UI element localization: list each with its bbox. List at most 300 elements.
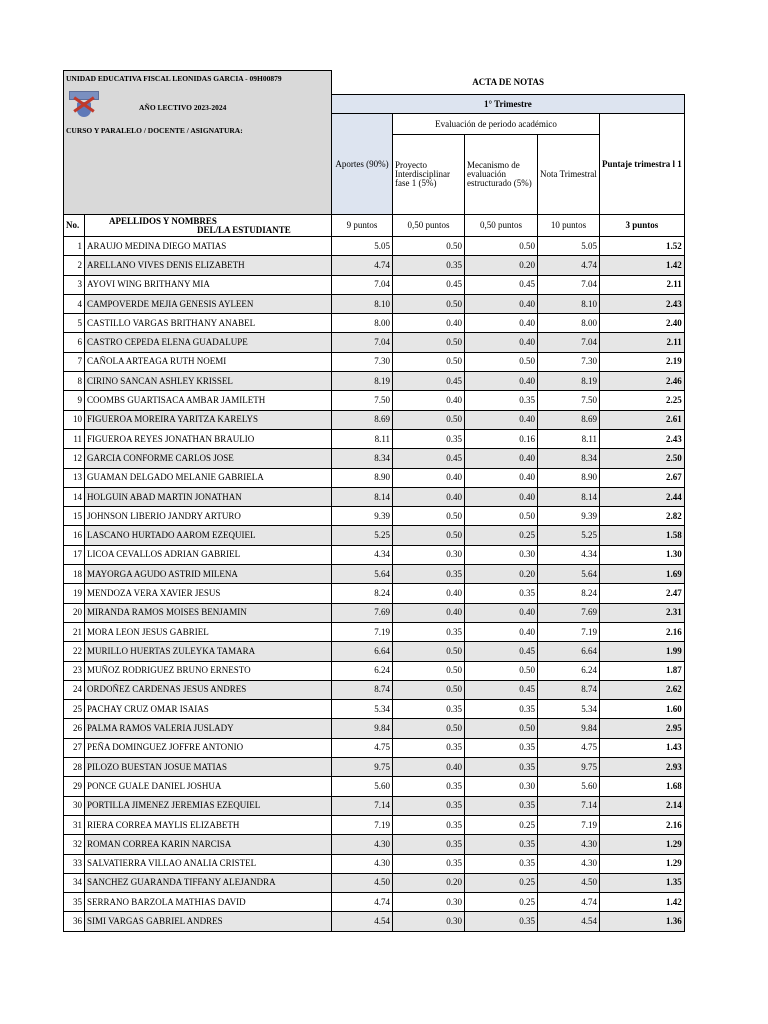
student-no: 8 <box>64 372 85 391</box>
student-proyecto: 0.20 <box>393 873 465 892</box>
student-no: 27 <box>64 738 85 757</box>
student-nota: 4.74 <box>538 893 600 912</box>
student-puntaje: 1.69 <box>600 565 685 584</box>
student-proyecto: 0.35 <box>393 622 465 641</box>
student-puntaje: 1.58 <box>600 526 685 545</box>
student-proyecto: 0.40 <box>393 391 465 410</box>
student-nota: 8.74 <box>538 680 600 699</box>
student-mecanismo: 0.45 <box>465 680 538 699</box>
table-row <box>64 873 685 892</box>
student-mecanismo: 0.45 <box>465 642 538 661</box>
table-row <box>64 237 685 256</box>
student-mecanismo: 0.25 <box>465 893 538 912</box>
student-no: 12 <box>64 449 85 468</box>
student-nota: 4.30 <box>538 854 600 873</box>
student-proyecto: 0.30 <box>393 912 465 931</box>
student-aportes: 4.50 <box>332 873 393 892</box>
student-aportes: 4.34 <box>332 545 393 564</box>
student-name: HOLGUIN ABAD MARTIN JONATHAN <box>85 487 332 506</box>
student-proyecto: 0.35 <box>393 815 465 834</box>
student-mecanismo: 0.20 <box>465 256 538 275</box>
student-no: 5 <box>64 314 85 333</box>
school-header <box>64 71 332 215</box>
student-proyecto: 0.40 <box>393 487 465 506</box>
student-name: PACHAY CRUZ OMAR ISAIAS <box>85 700 332 719</box>
student-no: 16 <box>64 526 85 545</box>
table-row <box>64 642 685 661</box>
table-row <box>64 622 685 641</box>
student-puntaje: 1.52 <box>600 237 685 256</box>
table-row <box>64 680 685 699</box>
school-logo-icon <box>69 91 99 125</box>
student-name: ROMAN CORREA KARIN NARCISA <box>85 835 332 854</box>
student-puntaje: 1.99 <box>600 642 685 661</box>
student-mecanismo: 0.35 <box>465 758 538 777</box>
student-mecanismo: 0.25 <box>465 815 538 834</box>
student-proyecto: 0.45 <box>393 449 465 468</box>
student-proyecto: 0.50 <box>393 410 465 429</box>
table-row <box>64 738 685 757</box>
student-aportes: 5.64 <box>332 565 393 584</box>
student-name: RIERA CORREA MAYLIS ELIZABETH <box>85 815 332 834</box>
col-aportes: Aportes (90%) <box>332 114 393 215</box>
col-names-line1: APELLIDOS Y NOMBRES <box>109 215 217 226</box>
student-proyecto: 0.40 <box>393 584 465 603</box>
table-row <box>64 294 685 313</box>
student-nota: 8.10 <box>538 294 600 313</box>
table-row <box>64 256 685 275</box>
student-proyecto: 0.35 <box>393 429 465 448</box>
student-aportes: 9.75 <box>332 758 393 777</box>
student-nota: 9.84 <box>538 719 600 738</box>
student-proyecto: 0.50 <box>393 333 465 352</box>
table-row <box>64 796 685 815</box>
student-no: 20 <box>64 603 85 622</box>
student-aportes: 4.75 <box>332 738 393 757</box>
table-row <box>64 661 685 680</box>
student-name: SANCHEZ GUARANDA TIFFANY ALEJANDRA <box>85 873 332 892</box>
student-mecanismo: 0.40 <box>465 314 538 333</box>
student-name: MIRANDA RAMOS MOISES BENJAMIN <box>85 603 332 622</box>
student-name: CAÑOLA ARTEAGA RUTH NOEMI <box>85 352 332 371</box>
school-year: AÑO LECTIVO 2023-2024 <box>139 102 227 112</box>
student-aportes: 4.30 <box>332 835 393 854</box>
student-no: 28 <box>64 758 85 777</box>
student-nota: 7.69 <box>538 603 600 622</box>
student-aportes: 7.19 <box>332 622 393 641</box>
student-proyecto: 0.30 <box>393 545 465 564</box>
student-mecanismo: 0.50 <box>465 237 538 256</box>
student-aportes: 9.39 <box>332 507 393 526</box>
student-aportes: 8.69 <box>332 410 393 429</box>
student-name: MAYORGA AGUDO ASTRID MILENA <box>85 565 332 584</box>
student-puntaje: 2.19 <box>600 352 685 371</box>
student-name: ARELLANO VIVES DENIS ELIZABETH <box>85 256 332 275</box>
student-nota: 8.90 <box>538 468 600 487</box>
student-nota: 7.30 <box>538 352 600 371</box>
student-aportes: 7.14 <box>332 796 393 815</box>
student-aportes: 8.34 <box>332 449 393 468</box>
student-nota: 7.50 <box>538 391 600 410</box>
student-nota: 8.14 <box>538 487 600 506</box>
student-mecanismo: 0.50 <box>465 352 538 371</box>
table-row <box>64 333 685 352</box>
student-name: AYOVI WING BRITHANY MIA <box>85 275 332 294</box>
student-mecanismo: 0.50 <box>465 719 538 738</box>
student-puntaje: 2.44 <box>600 487 685 506</box>
table-row <box>64 545 685 564</box>
student-no: 32 <box>64 835 85 854</box>
student-nota: 9.39 <box>538 507 600 526</box>
student-proyecto: 0.35 <box>393 700 465 719</box>
student-name: PEÑA DOMINGUEZ JOFFRE ANTONIO <box>85 738 332 757</box>
table-row <box>64 835 685 854</box>
student-proyecto: 0.35 <box>393 796 465 815</box>
student-proyecto: 0.35 <box>393 738 465 757</box>
student-nota: 7.19 <box>538 815 600 834</box>
student-puntaje: 1.36 <box>600 912 685 931</box>
table-row <box>64 372 685 391</box>
table-row <box>64 912 685 931</box>
student-mecanismo: 0.50 <box>465 661 538 680</box>
student-puntaje: 1.68 <box>600 777 685 796</box>
student-nota: 5.34 <box>538 700 600 719</box>
student-name: COOMBS GUARTISACA AMBAR JAMILETH <box>85 391 332 410</box>
student-puntaje: 2.14 <box>600 796 685 815</box>
student-nota: 4.30 <box>538 835 600 854</box>
table-row <box>64 777 685 796</box>
student-no: 1 <box>64 237 85 256</box>
student-mecanismo: 0.30 <box>465 545 538 564</box>
student-aportes: 7.69 <box>332 603 393 622</box>
student-nota: 4.74 <box>538 256 600 275</box>
page-title: ACTA DE NOTAS <box>472 76 544 87</box>
table-row <box>64 314 685 333</box>
student-no: 11 <box>64 429 85 448</box>
table-row <box>64 700 685 719</box>
student-puntaje: 1.60 <box>600 700 685 719</box>
student-aportes: 5.05 <box>332 237 393 256</box>
student-no: 25 <box>64 700 85 719</box>
student-name: CASTILLO VARGAS BRITHANY ANABEL <box>85 314 332 333</box>
col-no: No. <box>64 215 85 237</box>
student-aportes: 9.84 <box>332 719 393 738</box>
table-row <box>64 815 685 834</box>
student-nota: 7.14 <box>538 796 600 815</box>
student-mecanismo: 0.40 <box>465 410 538 429</box>
grades-table <box>63 70 685 932</box>
col-names <box>85 215 332 237</box>
table-row <box>64 507 685 526</box>
student-mecanismo: 0.20 <box>465 565 538 584</box>
student-puntaje: 2.11 <box>600 275 685 294</box>
student-name: LICOA CEVALLOS ADRIAN GABRIEL <box>85 545 332 564</box>
student-nota: 8.00 <box>538 314 600 333</box>
student-name: FIGUEROA REYES JONATHAN BRAULIO <box>85 429 332 448</box>
student-name: ORDOÑEZ CARDENAS JESUS ANDRES <box>85 680 332 699</box>
student-proyecto: 0.50 <box>393 719 465 738</box>
pts-puntaje: 3 puntos <box>600 215 685 237</box>
student-no: 34 <box>64 873 85 892</box>
student-name: MURILLO HUERTAS ZULEYKA TAMARA <box>85 642 332 661</box>
student-proyecto: 0.50 <box>393 237 465 256</box>
student-proyecto: 0.50 <box>393 680 465 699</box>
student-no: 6 <box>64 333 85 352</box>
student-no: 13 <box>64 468 85 487</box>
student-no: 19 <box>64 584 85 603</box>
pts-proyecto: 0,50 puntos <box>393 215 465 237</box>
student-nota: 6.64 <box>538 642 600 661</box>
student-mecanismo: 0.50 <box>465 507 538 526</box>
student-aportes: 6.24 <box>332 661 393 680</box>
student-aportes: 7.30 <box>332 352 393 371</box>
student-puntaje: 2.67 <box>600 468 685 487</box>
student-nota: 5.60 <box>538 777 600 796</box>
student-proyecto: 0.40 <box>393 468 465 487</box>
student-no: 2 <box>64 256 85 275</box>
student-aportes: 5.34 <box>332 700 393 719</box>
student-puntaje: 1.42 <box>600 893 685 912</box>
student-name: SIMI VARGAS GABRIEL ANDRES <box>85 912 332 931</box>
student-nota: 8.11 <box>538 429 600 448</box>
student-nota: 8.69 <box>538 410 600 429</box>
pts-nota: 10 puntos <box>538 215 600 237</box>
col-puntaje: Puntaje trimestra l 1 <box>600 114 685 215</box>
student-puntaje: 2.50 <box>600 449 685 468</box>
student-no: 29 <box>64 777 85 796</box>
student-no: 24 <box>64 680 85 699</box>
student-puntaje: 2.40 <box>600 314 685 333</box>
student-name: LASCANO HURTADO AAROM EZEQUIEL <box>85 526 332 545</box>
student-proyecto: 0.35 <box>393 835 465 854</box>
student-no: 14 <box>64 487 85 506</box>
student-puntaje: 2.43 <box>600 294 685 313</box>
student-puntaje: 2.16 <box>600 815 685 834</box>
student-no: 22 <box>64 642 85 661</box>
student-name: MUÑOZ RODRIGUEZ BRUNO ERNESTO <box>85 661 332 680</box>
student-proyecto: 0.35 <box>393 565 465 584</box>
student-puntaje: 2.11 <box>600 333 685 352</box>
student-no: 23 <box>64 661 85 680</box>
student-name: MENDOZA VERA XAVIER JESUS <box>85 584 332 603</box>
student-aportes: 7.19 <box>332 815 393 834</box>
student-mecanismo: 0.35 <box>465 700 538 719</box>
school-name: UNIDAD EDUCATIVA FISCAL LEONIDAS GARCIA - 09H00879 <box>66 74 282 83</box>
student-mecanismo: 0.35 <box>465 584 538 603</box>
student-puntaje: 2.16 <box>600 622 685 641</box>
student-no: 9 <box>64 391 85 410</box>
student-mecanismo: 0.40 <box>465 372 538 391</box>
student-nota: 5.64 <box>538 565 600 584</box>
table-row <box>64 719 685 738</box>
student-no: 21 <box>64 622 85 641</box>
table-row <box>64 429 685 448</box>
student-proyecto: 0.30 <box>393 893 465 912</box>
student-nota: 5.25 <box>538 526 600 545</box>
student-mecanismo: 0.40 <box>465 487 538 506</box>
table-row <box>64 565 685 584</box>
student-puntaje: 2.46 <box>600 372 685 391</box>
student-nota: 4.75 <box>538 738 600 757</box>
student-proyecto: 0.40 <box>393 603 465 622</box>
student-aportes: 8.24 <box>332 584 393 603</box>
student-puntaje: 2.82 <box>600 507 685 526</box>
student-mecanismo: 0.40 <box>465 333 538 352</box>
col-nota: Nota Trimestral <box>538 135 600 215</box>
student-proyecto: 0.50 <box>393 642 465 661</box>
student-puntaje: 1.30 <box>600 545 685 564</box>
student-no: 10 <box>64 410 85 429</box>
student-nota: 4.50 <box>538 873 600 892</box>
student-proyecto: 0.50 <box>393 661 465 680</box>
student-proyecto: 0.45 <box>393 275 465 294</box>
student-name: CAMPOVERDE MEJIA GENESIS AYLEEN <box>85 294 332 313</box>
pts-aportes: 9 puntos <box>332 215 393 237</box>
student-name: MORA LEON JESUS GABRIEL <box>85 622 332 641</box>
col-proyecto: Proyecto Interdisciplinar fase 1 (5%) <box>393 135 465 215</box>
student-proyecto: 0.50 <box>393 507 465 526</box>
student-no: 15 <box>64 507 85 526</box>
student-proyecto: 0.35 <box>393 854 465 873</box>
table-row <box>64 758 685 777</box>
student-puntaje: 1.42 <box>600 256 685 275</box>
student-no: 30 <box>64 796 85 815</box>
student-aportes: 8.90 <box>332 468 393 487</box>
student-aportes: 8.74 <box>332 680 393 699</box>
table-row <box>64 584 685 603</box>
student-aportes: 5.60 <box>332 777 393 796</box>
student-mecanismo: 0.25 <box>465 873 538 892</box>
table-row <box>64 603 685 622</box>
eval-label: Evaluación de periodo académico <box>393 114 600 135</box>
student-mecanismo: 0.16 <box>465 429 538 448</box>
student-mecanismo: 0.40 <box>465 468 538 487</box>
student-no: 7 <box>64 352 85 371</box>
student-aportes: 8.00 <box>332 314 393 333</box>
student-nota: 6.24 <box>538 661 600 680</box>
student-aportes: 4.74 <box>332 256 393 275</box>
student-name: PALMA RAMOS VALERIA JUSLADY <box>85 719 332 738</box>
student-name: ARAUJO MEDINA DIEGO MATIAS <box>85 237 332 256</box>
student-mecanismo: 0.40 <box>465 603 538 622</box>
student-proyecto: 0.40 <box>393 314 465 333</box>
student-puntaje: 1.29 <box>600 854 685 873</box>
trimester-label: 1° Trimestre <box>332 95 685 114</box>
student-nota: 8.34 <box>538 449 600 468</box>
student-puntaje: 1.43 <box>600 738 685 757</box>
student-mecanismo: 0.35 <box>465 854 538 873</box>
student-proyecto: 0.40 <box>393 758 465 777</box>
student-mecanismo: 0.35 <box>465 796 538 815</box>
student-puntaje: 1.87 <box>600 661 685 680</box>
student-aportes: 4.74 <box>332 893 393 912</box>
student-aportes: 7.04 <box>332 275 393 294</box>
student-nota: 9.75 <box>538 758 600 777</box>
student-no: 35 <box>64 893 85 912</box>
student-proyecto: 0.35 <box>393 256 465 275</box>
student-nota: 4.34 <box>538 545 600 564</box>
student-mecanismo: 0.35 <box>465 835 538 854</box>
student-puntaje: 2.93 <box>600 758 685 777</box>
student-name: PONCE GUALE DANIEL JOSHUA <box>85 777 332 796</box>
table-row <box>64 391 685 410</box>
student-no: 3 <box>64 275 85 294</box>
student-no: 36 <box>64 912 85 931</box>
table-row <box>64 526 685 545</box>
course-label: CURSO Y PARALELO / DOCENTE / ASIGNATURA: <box>66 125 243 135</box>
table-row <box>64 410 685 429</box>
col-mecanismo: Mecanismo de evaluación estructurado (5%) <box>465 135 538 215</box>
student-nota: 8.24 <box>538 584 600 603</box>
student-mecanismo: 0.35 <box>465 391 538 410</box>
student-name: GARCIA CONFORME CARLOS JOSE <box>85 449 332 468</box>
table-row <box>64 468 685 487</box>
student-proyecto: 0.50 <box>393 294 465 313</box>
table-row <box>64 449 685 468</box>
student-aportes: 8.11 <box>332 429 393 448</box>
student-nota: 7.04 <box>538 275 600 294</box>
table-row <box>64 854 685 873</box>
student-puntaje: 2.47 <box>600 584 685 603</box>
student-no: 26 <box>64 719 85 738</box>
table-row <box>64 893 685 912</box>
student-puntaje: 2.95 <box>600 719 685 738</box>
student-no: 4 <box>64 294 85 313</box>
student-aportes: 4.54 <box>332 912 393 931</box>
student-no: 17 <box>64 545 85 564</box>
student-aportes: 6.64 <box>332 642 393 661</box>
student-nota: 8.19 <box>538 372 600 391</box>
student-mecanismo: 0.40 <box>465 294 538 313</box>
student-name: PILOZO BUESTAN JOSUE MATIAS <box>85 758 332 777</box>
student-puntaje: 2.62 <box>600 680 685 699</box>
student-proyecto: 0.50 <box>393 352 465 371</box>
student-nota: 7.19 <box>538 622 600 641</box>
student-name: CIRINO SANCAN ASHLEY KRISSEL <box>85 372 332 391</box>
student-puntaje: 1.29 <box>600 835 685 854</box>
student-aportes: 7.50 <box>332 391 393 410</box>
student-proyecto: 0.35 <box>393 777 465 796</box>
student-aportes: 8.19 <box>332 372 393 391</box>
table-row <box>64 487 685 506</box>
student-mecanismo: 0.40 <box>465 449 538 468</box>
student-name: SERRANO BARZOLA MATHIAS DAVID <box>85 893 332 912</box>
student-puntaje: 2.25 <box>600 391 685 410</box>
student-mecanismo: 0.25 <box>465 526 538 545</box>
student-aportes: 7.04 <box>332 333 393 352</box>
student-nota: 5.05 <box>538 237 600 256</box>
student-aportes: 8.14 <box>332 487 393 506</box>
student-puntaje: 1.35 <box>600 873 685 892</box>
student-nota: 4.54 <box>538 912 600 931</box>
student-proyecto: 0.50 <box>393 526 465 545</box>
student-mecanismo: 0.45 <box>465 275 538 294</box>
student-mecanismo: 0.35 <box>465 912 538 931</box>
table-row <box>64 352 685 371</box>
table-row <box>64 275 685 294</box>
student-no: 18 <box>64 565 85 584</box>
student-puntaje: 2.61 <box>600 410 685 429</box>
student-name: GUAMAN DELGADO MELANIE GABRIELA <box>85 468 332 487</box>
student-proyecto: 0.45 <box>393 372 465 391</box>
student-aportes: 5.25 <box>332 526 393 545</box>
student-no: 31 <box>64 815 85 834</box>
student-nota: 7.04 <box>538 333 600 352</box>
student-puntaje: 2.31 <box>600 603 685 622</box>
student-name: FIGUEROA MOREIRA YARITZA KARELYS <box>85 410 332 429</box>
student-name: CASTRO CEPEDA ELENA GUADALUPE <box>85 333 332 352</box>
student-name: PORTILLA JIMENEZ JEREMIAS EZEQUIEL <box>85 796 332 815</box>
